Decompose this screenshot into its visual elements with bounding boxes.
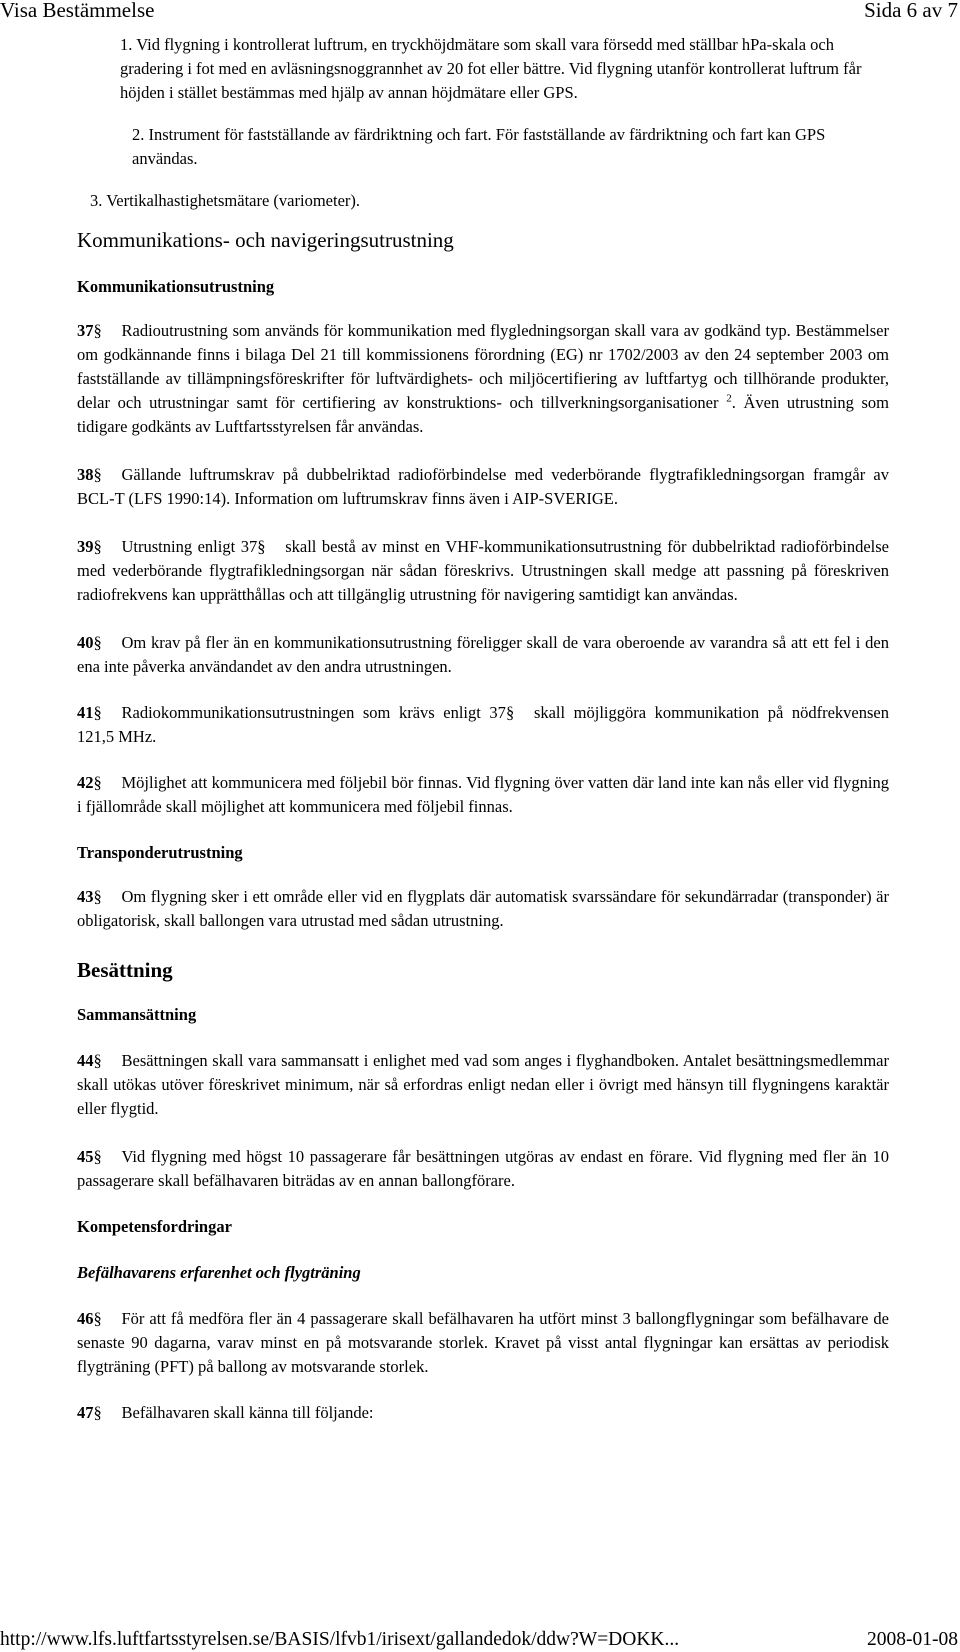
section-sign: § bbox=[93, 633, 102, 652]
paragraph-text: Om flygning sker i ett område eller vid en flygplats där automatisk svarssändare för sekundärradar (transponder) är obligatorisk, skall ballongen vara utrustad med sådan utrustning. bbox=[77, 887, 889, 930]
paragraph-text: skall möjliggöra kommunikation på nödfrekvensen 121,5 MHz. bbox=[77, 703, 889, 746]
paragraph-number: 47 bbox=[77, 1403, 94, 1422]
paragraph-number: 46 bbox=[77, 1309, 94, 1328]
footer-date: 2008-01-08 bbox=[867, 1629, 958, 1650]
section-sign: § bbox=[257, 537, 266, 556]
paragraph-text: Besättningen skall vara sammansatt i enlighet med vad som anges i flyghandboken. Antalet besättningsmedlemmar skall utökas utöver föreskrivet minimum, när så erfordras enligt nedan eller i övrigt med hänsyn till flygningens karaktär eller flygtid. bbox=[77, 1051, 889, 1118]
section-sign: § bbox=[93, 887, 102, 906]
footer-url: http://www.lfs.luftfartsstyrelsen.se/BASIS/lfvb1/irisext/gallandedok/ddw?W=DOKK... bbox=[0, 1629, 680, 1650]
list-item-number: 3. bbox=[90, 191, 103, 210]
subsection-heading: Kompetensfordringar bbox=[77, 1217, 232, 1236]
section-sign: § bbox=[93, 703, 102, 722]
paragraph-number: 44 bbox=[77, 1051, 94, 1070]
paragraph-text: . Även utrustning som tidigare godkänts av Luftfartsstyrelsen får användas. bbox=[77, 393, 889, 436]
paragraph-number: 40 bbox=[77, 633, 94, 652]
paragraph-text: Radioutrustning som används för kommunikation med flygledningsorgan skall vara av godkänd typ. Bestämmelser om godkännande finns i bilaga Del 21 till kommissionens förordning (EG) nr 1702/2003 av den 24 september 2003 om fastställande av tillämpningsföreskrifter för luftvärdighets- och miljöcertifiering av luftfartyg och tillhörande produkter, delar och utrustningar samt för certifiering av konstruktions- och tillverkningsorganisationer bbox=[77, 321, 889, 412]
section-sign: § bbox=[505, 703, 515, 722]
subsubsection-heading: Befälhavarens erfarenhet och flygträning bbox=[77, 1263, 361, 1282]
paragraph-44 bbox=[77, 1049, 889, 1121]
list-item-number: 1. bbox=[120, 35, 133, 54]
paragraph-42 bbox=[77, 771, 889, 819]
paragraph-37 bbox=[77, 319, 889, 439]
subsection-heading: Sammansättning bbox=[77, 1005, 197, 1024]
list-item bbox=[132, 123, 889, 171]
paragraph-40 bbox=[77, 631, 889, 679]
paragraph-47 bbox=[77, 1401, 889, 1425]
section-sign: § bbox=[93, 537, 102, 556]
section-sign: § bbox=[93, 321, 102, 340]
paragraph-number: 41 bbox=[77, 703, 94, 722]
section-sign: § bbox=[93, 1051, 102, 1070]
paragraph-38 bbox=[77, 463, 889, 511]
list-item bbox=[120, 33, 889, 105]
paragraph-text: skall bestå av minst en VHF-kommunikationsutrustning för dubbelriktad radioförbindelse med vederbörande flygtrafikledningsorgan när sådan föreskrivs. Utrustningen skall medge att passning på föreskriven radiofrekvens kan upprätthållas och att tillgänglig utrustning för navigering samtidigt kan användas. bbox=[77, 537, 890, 604]
list-item-text: Vertikalhastighetsmätare (variometer). bbox=[106, 191, 361, 210]
document-body bbox=[77, 33, 889, 1425]
subsection-heading: Transponderutrustning bbox=[77, 843, 243, 862]
paragraph-43 bbox=[77, 885, 889, 933]
paragraph-number: 39 bbox=[77, 537, 94, 556]
paragraph-text: För att få medföra fler än 4 passagerare skall befälhavaren ha utfört minst 3 ballongflygningar som befälhavare de senaste 90 dagarna, varav minst en på motsvarande storlek. Kravet på visst antal flygningar kan ersättas av periodisk flygträning (PFT) på ballong av motsvarande storlek. bbox=[77, 1309, 889, 1376]
paragraph-46 bbox=[77, 1307, 889, 1379]
paragraph-41 bbox=[77, 701, 889, 749]
paragraph-text: Vid flygning med högst 10 passagerare får besättningen utgöras av endast en förare. Vid flygning med fler än 10 passagerare skall befälhavaren biträdas av en annan ballongförare. bbox=[77, 1147, 889, 1190]
footnote-ref: 2 bbox=[726, 392, 732, 405]
paragraph-number: 43 bbox=[77, 887, 94, 906]
paragraph-number: 42 bbox=[77, 773, 94, 792]
paragraph-text: Gällande luftrumskrav på dubbelriktad radioförbindelse med vederbörande flygtrafikledningsorgan framgår av BCL-T (LFS 1990:14). Information om luftrumskrav finns även i AIP-SVERIGE. bbox=[77, 465, 889, 508]
section-sign: § bbox=[93, 1147, 102, 1166]
subsection-heading: Kommunikationsutrustning bbox=[77, 277, 275, 296]
paragraph-39 bbox=[77, 535, 889, 607]
document-title: Visa Bestämmelse bbox=[0, 0, 155, 22]
paragraph-text: Om krav på fler än en kommunikationsutrustning föreligger skall de vara oberoende av varandra så att ett fel i den ena inte påverka användandet av den andra utrustningen. bbox=[77, 633, 889, 676]
section-sign: § bbox=[93, 1309, 102, 1328]
paragraph-text: Utrustning enligt 37 bbox=[121, 537, 258, 556]
page-number: Sida 6 av 7 bbox=[864, 0, 958, 22]
section-heading: Kommunikations- och navigeringsutrustning bbox=[77, 228, 454, 252]
section-heading: Besättning bbox=[77, 958, 173, 982]
page-header bbox=[0, 0, 958, 28]
page-footer bbox=[0, 1626, 958, 1652]
paragraph-text: Radiokommunikationsutrustningen som krävs enligt 37 bbox=[121, 703, 506, 722]
paragraph-number: 37 bbox=[77, 321, 94, 340]
list-item-text: Instrument för fastställande av färdriktning och fart. För fastställande av färdriktning och fart kan GPS användas. bbox=[132, 125, 826, 168]
paragraph-number: 38 bbox=[77, 465, 94, 484]
paragraph-text: Befälhavaren skall känna till följande: bbox=[121, 1403, 374, 1422]
section-sign: § bbox=[93, 465, 102, 484]
list-item-text: Vid flygning i kontrollerat luftrum, en tryckhöjdmätare som skall vara försedd med ställbar hPa-skala och gradering i fot med en avläsningsnoggrannhet av 20 fot eller bättre. Vid flygning utanför kontrollerat luftrum får höjden i stället bestämmas med hjälp av annan höjdmätare eller GPS. bbox=[120, 35, 862, 102]
list-item-number: 2. bbox=[132, 125, 145, 144]
paragraph-text: Möjlighet att kommunicera med följebil bör finnas. Vid flygning över vatten där land inte kan nås eller vid flygning i fjällområde skall möjlighet att kommunicera med följebil finnas. bbox=[77, 773, 889, 816]
paragraph-45 bbox=[77, 1145, 889, 1193]
section-sign: § bbox=[93, 1403, 102, 1422]
paragraph-number: 45 bbox=[77, 1147, 94, 1166]
list-item bbox=[90, 189, 889, 213]
section-sign: § bbox=[93, 773, 102, 792]
